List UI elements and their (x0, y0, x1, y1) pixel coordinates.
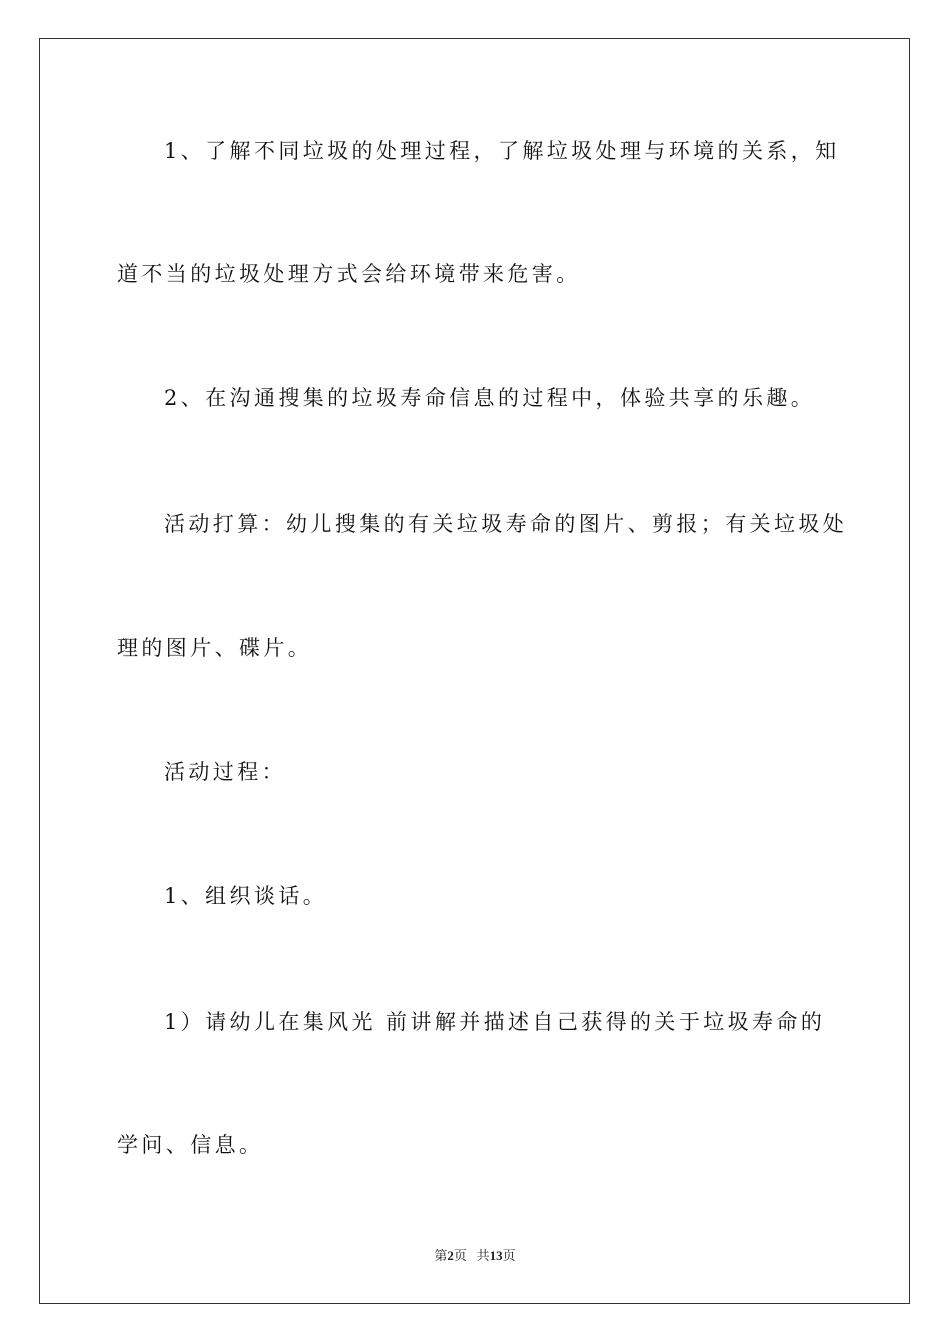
paragraph-line: 道不当的垃圾处理方式会给环境带来危害。 (117, 262, 581, 286)
page-border (39, 38, 910, 1304)
page-suffix: 页 (453, 1248, 467, 1263)
paragraph-line: 活动过程： (164, 760, 286, 784)
page-number: 2 (447, 1248, 454, 1263)
total-pages: 13 (489, 1248, 503, 1263)
paragraph-line: 理的图片、碟片。 (117, 636, 313, 660)
page-prefix: 第 (434, 1248, 448, 1263)
paragraph-line: 学问、信息。 (117, 1133, 264, 1157)
paragraph-line: 1）请幼儿在集风光 前讲解并描述自己获得的关于垃圾寿命的 (164, 1010, 826, 1034)
paragraph-line: 1、了解不同垃圾的处理过程，了解垃圾处理与环境的关系，知 (164, 139, 840, 163)
paragraph-line: 活动打算：幼儿搜集的有关垃圾寿命的图片、剪报；有关垃圾处 (164, 512, 848, 536)
paragraph-line: 2、在沟通搜集的垃圾寿命信息的过程中，体验共享的乐趣。 (164, 386, 816, 410)
paragraph-line: 1、组织谈话。 (164, 884, 328, 908)
page-footer (0, 1245, 950, 1264)
total-suffix: 页 (502, 1248, 516, 1263)
total-prefix: 共 (476, 1248, 490, 1263)
